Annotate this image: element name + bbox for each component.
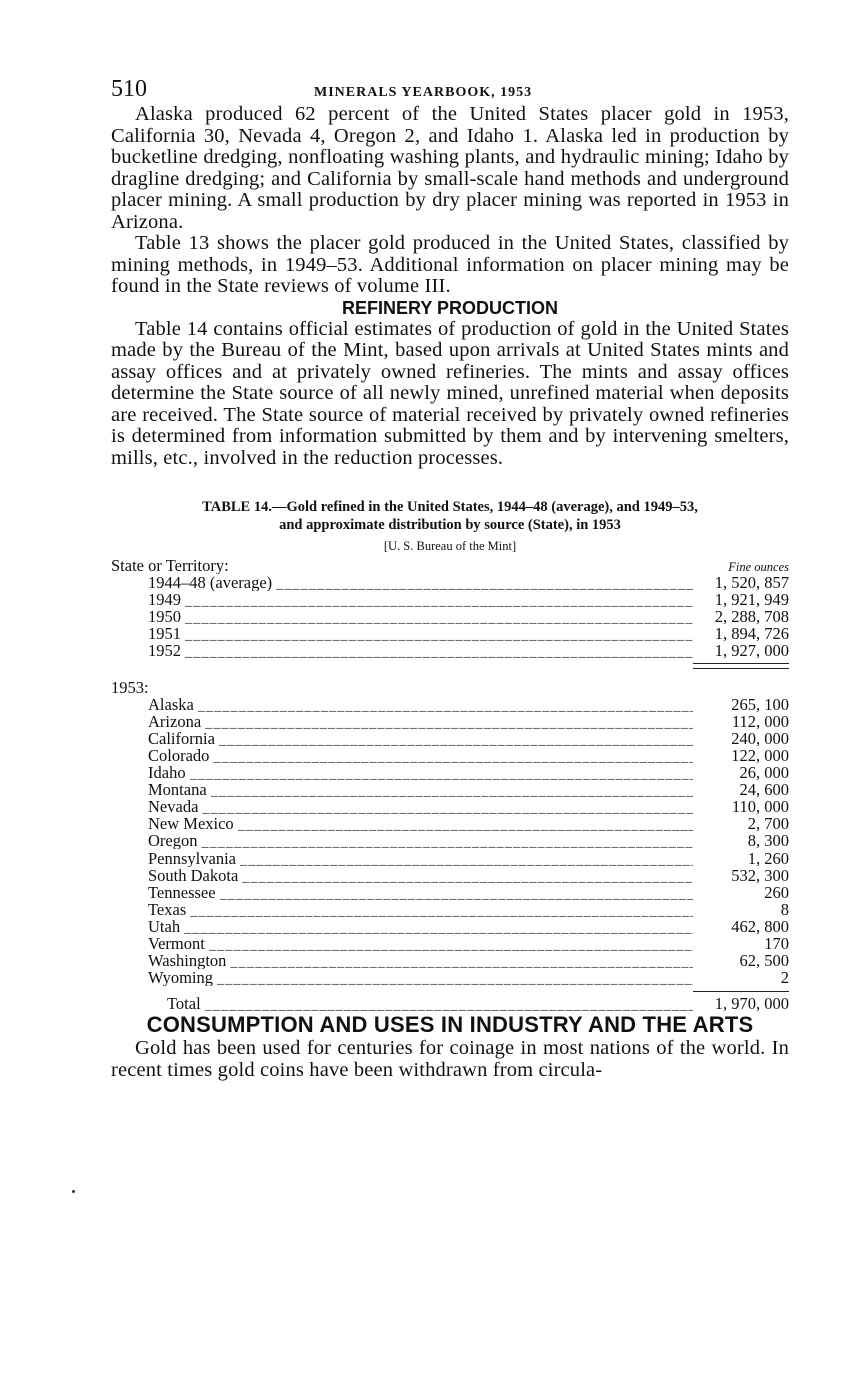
table-row [111, 935, 789, 952]
table-row [111, 867, 789, 884]
row-label: Tennessee [148, 883, 216, 901]
table-row [111, 730, 789, 747]
row-value: 8, 300 [747, 831, 789, 851]
group-label: 1953: [111, 678, 149, 696]
leader-dots [185, 610, 693, 627]
table-row [111, 969, 789, 986]
row-value: 170 [764, 933, 789, 953]
leader-dots [190, 766, 693, 783]
total-value: 1, 970, 000 [714, 994, 789, 1014]
row-value: 265, 100 [731, 694, 789, 714]
leader-dots [276, 576, 693, 593]
row-value: 26, 000 [739, 763, 789, 783]
page-number: 510 [111, 76, 147, 102]
table-caption-line-1: TABLE 14.—Gold refined in the United States, 1944–48 (average), and 1949–53, [202, 499, 698, 515]
leader-dots [219, 732, 693, 749]
row-label: Nevada [148, 798, 199, 816]
row-label: 1952 [148, 642, 181, 660]
table-source: [U. S. Bureau of the Mint] [383, 539, 517, 553]
row-value: 110, 000 [731, 797, 789, 817]
leader-dots [185, 593, 693, 610]
leader-dots [209, 937, 693, 954]
leader-dots [185, 644, 693, 661]
table-row [111, 608, 789, 625]
leader-dots [230, 954, 693, 971]
journal-title: MINERALS YEARBOOK, 1953 [314, 85, 533, 100]
row-value: 8 [780, 899, 789, 919]
table-row [111, 625, 789, 642]
leader-dots [198, 698, 693, 715]
table-row [111, 764, 789, 781]
row-value: 1, 520, 857 [714, 573, 789, 593]
row-value: 1, 927, 000 [714, 641, 789, 661]
row-label: Utah [148, 917, 181, 935]
row-value: 240, 000 [731, 728, 789, 748]
stub-head: State or Territory: [111, 557, 229, 574]
table-caption-line-2: and approximate distribution by source (State), in 1953 [279, 517, 621, 533]
row-label: Oregon [148, 832, 198, 850]
row-value: 2, 288, 708 [714, 607, 789, 627]
row-label: Montana [148, 781, 207, 799]
table-row [111, 591, 789, 608]
row-label: Texas [148, 900, 187, 918]
leader-dots [213, 749, 693, 766]
table-header-row [111, 557, 789, 574]
leader-dots [238, 817, 693, 834]
table-row [111, 747, 789, 764]
leader-dots [202, 800, 693, 817]
row-value: 2 [780, 968, 789, 988]
row-value: 1, 894, 726 [714, 624, 789, 644]
row-label: South Dakota [148, 866, 239, 884]
table-row [111, 850, 789, 867]
row-label: California [148, 729, 215, 747]
row-value: 62, 500 [739, 951, 789, 971]
row-label: Pennsylvania [148, 849, 236, 867]
leader-dots [242, 869, 693, 886]
total-row [111, 995, 789, 1012]
leader-dots [217, 971, 693, 988]
leader-dots [220, 886, 693, 903]
consumption-paragraph: Gold has been used for centuries for coinage in most nations of the world. In recent times gold coins have been withdrawn from circula- [111, 1037, 789, 1081]
table-row [111, 918, 789, 935]
row-label: Idaho [148, 764, 186, 782]
row-label: Washington [148, 952, 227, 970]
row-value: 260 [764, 882, 789, 902]
gold-refined-table [111, 557, 789, 1012]
table-row [111, 574, 789, 591]
leader-dots [185, 627, 693, 644]
leader-dots [211, 783, 693, 800]
table-caption [111, 498, 789, 534]
margin-dot [72, 1190, 75, 1193]
row-label: New Mexico [148, 815, 234, 833]
column-head: Fine ounces [728, 560, 789, 574]
row-value: 2, 700 [747, 814, 789, 834]
leader-dots [184, 920, 693, 937]
refinery-heading: REFINERY PRODUCTION [341, 297, 559, 318]
consumption-heading: CONSUMPTION AND USES IN INDUSTRY AND THE ARTS [146, 1012, 754, 1038]
running-head [111, 76, 789, 104]
table-row [111, 884, 789, 901]
table-row [111, 815, 789, 832]
row-value: 112, 000 [731, 711, 789, 731]
table-row [111, 832, 789, 849]
row-value: 24, 600 [739, 780, 789, 800]
row-label: Vermont [148, 934, 205, 952]
row-label: 1950 [148, 608, 181, 626]
total-rule [693, 991, 789, 992]
table-row [111, 642, 789, 659]
row-label: Alaska [148, 695, 194, 713]
total-label: Total [167, 995, 201, 1013]
leader-dots [190, 903, 693, 920]
row-value: 1, 260 [747, 848, 789, 868]
table-row [111, 901, 789, 918]
table-row [111, 696, 789, 713]
state-rows [111, 696, 789, 987]
row-value: 1, 921, 949 [714, 590, 789, 610]
row-label: Wyoming [148, 969, 214, 987]
refinery-paragraph: Table 14 contains official estimates of production of gold in the United States made by the Bureau of the Mint, based upon arrivals at United States mints and assay offices and at privately owned refineries. The mints and assay offices determine the State source of all newly mined, unrefined material when deposits are received. The State source of material received by privately owned refineries is determined from information submitted by them and by intervening smelters, mills, etc., involved in the reduction processes. [111, 317, 789, 469]
row-value: 122, 000 [731, 745, 789, 765]
group-label-row [111, 679, 789, 696]
table-row [111, 952, 789, 969]
intro-paragraph-1: Alaska produced 62 percent of the United States placer gold in 1953, California 30, Nevada 4, Oregon 2, and Idaho 1. Alaska led in production by bucketline dredging, nonfloating washing plants, and hydraulic mining; Idaho by dragline dredging; and California by small-scale hand methods and underground placer mining. A small production by dry placer mining was reported in 1953 in Arizona. [111, 103, 789, 233]
table-row [111, 781, 789, 798]
leader-dots [201, 834, 693, 851]
leader-dots [240, 852, 693, 869]
row-value: 462, 800 [731, 916, 789, 936]
page [111, 76, 789, 1081]
row-value: 532, 300 [731, 865, 789, 885]
table-row [111, 798, 789, 815]
row-label: 1951 [148, 625, 181, 643]
leader-dots [205, 715, 693, 732]
row-label: 1944–48 (average) [148, 574, 273, 592]
row-label: Arizona [148, 712, 202, 730]
row-label: Colorado [148, 746, 210, 764]
table-row [111, 713, 789, 730]
row-label: 1949 [148, 591, 181, 609]
years-rows [111, 574, 789, 659]
intro-paragraph-2: Table 13 shows the placer gold produced in the United States, classified by mining methods, in 1949–53. Additional information on placer mining may be found in the State reviews of volume III. [111, 232, 789, 297]
